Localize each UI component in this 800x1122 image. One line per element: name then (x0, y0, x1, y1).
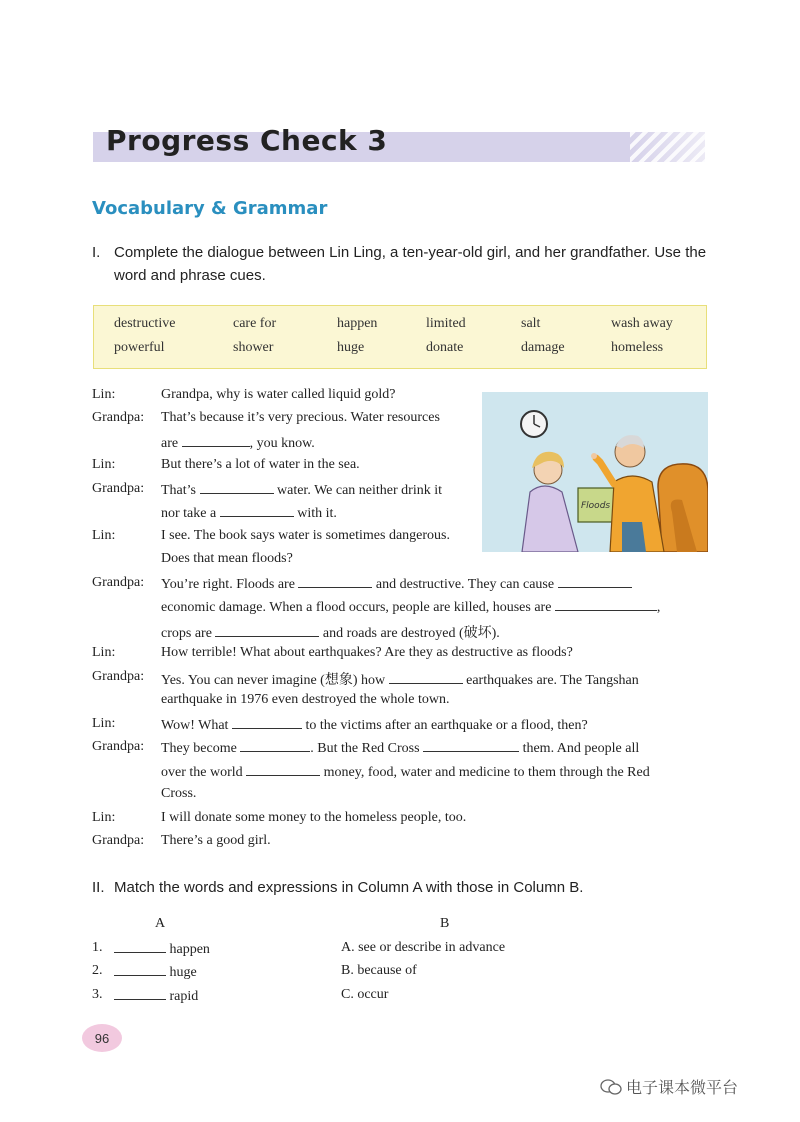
answer-blank[interactable] (215, 624, 319, 637)
book-icon (578, 488, 614, 522)
watermark-text: 电子课本微平台 (626, 1078, 739, 1097)
section-heading: Vocabulary & Grammar (92, 198, 328, 219)
dialogue-line: Cross. (161, 786, 197, 801)
speaker-label: Lin: (92, 387, 116, 402)
dialogue-line (161, 739, 639, 757)
dialogue-text: Yes. You can never imagine (想象) how (161, 673, 386, 688)
answer-blank[interactable] (232, 716, 302, 729)
dialogue-line (161, 716, 588, 734)
match-item-a (114, 987, 198, 1005)
answer-blank[interactable] (200, 481, 274, 494)
answer-blank[interactable] (114, 987, 166, 1000)
dialogue-line: Does that mean floods? (161, 551, 293, 566)
dialogue-text: with it. (297, 506, 337, 521)
dialogue-line: Grandpa, why is water called liquid gold? (161, 387, 396, 402)
dialogue-line (161, 622, 500, 642)
dialogue-line (161, 598, 660, 616)
dialogue-text: , you know. (249, 436, 315, 451)
speaker-label: Grandpa: (92, 481, 145, 496)
speaker-label: Grandpa: (92, 669, 145, 684)
match-item-b: B. because of (341, 963, 417, 978)
speaker-label: Grandpa: (92, 739, 145, 754)
dialogue-line (161, 669, 639, 689)
dialogue-text: Wow! What (161, 718, 229, 733)
answer-blank[interactable] (389, 671, 463, 684)
answer-blank[interactable] (246, 763, 320, 776)
question-number: II. (92, 879, 105, 896)
column-b-heading: B (440, 916, 450, 931)
dialogue-illustration (482, 392, 708, 552)
word-cue: happen (337, 316, 378, 331)
instruction-line-1: Complete the dialogue between Lin Ling, a ten-year-old girl, and her grandfather. Use the (114, 244, 707, 261)
dialogue-text: and destructive. They can cause (375, 577, 555, 592)
dialogue-line (161, 481, 442, 499)
dialogue-text: That’s (161, 483, 196, 498)
word-cue: damage (521, 340, 565, 355)
watermark (600, 1075, 738, 1098)
word-cue: donate (426, 340, 464, 355)
answer-blank[interactable] (220, 504, 294, 517)
word-cue: wash away (611, 316, 673, 331)
match-item-a (114, 940, 210, 958)
dialogue-line (161, 504, 337, 522)
answer-blank[interactable] (182, 434, 250, 447)
match-word: rapid (169, 989, 199, 1004)
match-item-b: A. see or describe in advance (341, 940, 506, 955)
speaker-label: Lin: (92, 810, 116, 825)
dialogue-text: money, food, water and medicine to them through the Red (323, 765, 650, 780)
answer-blank[interactable] (423, 739, 519, 752)
banner-stripes (630, 132, 710, 162)
word-cue: powerful (114, 340, 165, 355)
answer-blank[interactable] (240, 739, 310, 752)
dialogue-text: crops are (161, 626, 212, 641)
speaker-label: Lin: (92, 457, 116, 472)
speaker-label: Grandpa: (92, 833, 145, 848)
dialogue-line: earthquake in 1976 even destroyed the whole town. (161, 692, 450, 707)
match-item-b: C. occur (341, 987, 389, 1002)
dialogue-text: are (161, 436, 179, 451)
answer-blank[interactable] (298, 575, 372, 588)
column-a-heading: A (155, 916, 166, 931)
match-word: happen (169, 942, 210, 957)
instruction-line: Match the words and expressions in Column A with those in Column B. (114, 879, 584, 896)
clock-icon (521, 411, 547, 437)
word-cue-box (93, 305, 707, 369)
answer-blank[interactable] (558, 575, 632, 588)
word-cue: salt (521, 316, 541, 331)
word-cue: homeless (611, 340, 664, 355)
speaker-label: Lin: (92, 645, 116, 660)
dialogue-text: over the world (161, 765, 243, 780)
answer-blank[interactable] (555, 598, 657, 611)
page-number: 96 (82, 1024, 122, 1052)
svg-text:Floods: Floods (581, 501, 611, 511)
dialogue-line: There’s a good girl. (161, 833, 271, 848)
match-item-a (114, 963, 197, 981)
dialogue-line (161, 434, 315, 452)
dialogue-text: . But the Red Cross (310, 741, 420, 756)
dialogue-text: water. We can neither drink it (277, 483, 442, 498)
word-cue: shower (233, 340, 274, 355)
word-cue: limited (426, 316, 466, 331)
question-number: I. (92, 244, 101, 261)
dialogue-text: economic damage. When a flood occurs, people are killed, houses are (161, 600, 552, 615)
word-cue: destructive (114, 316, 176, 331)
dialogue-text: and roads are destroyed (破坏). (322, 626, 500, 641)
answer-blank[interactable] (114, 940, 166, 953)
dialogue-text: them. And people all (522, 741, 640, 756)
dialogue-line: That’s because it’s very precious. Water resources (161, 410, 440, 425)
match-word: huge (169, 965, 197, 980)
dialogue-line (161, 763, 650, 781)
match-number: 1. (92, 940, 103, 955)
dialogue-text: You’re right. Floods are (161, 577, 295, 592)
dialogue-line (161, 575, 632, 593)
answer-blank[interactable] (114, 963, 166, 976)
dialogue-line: I will donate some money to the homeless people, too. (161, 810, 467, 825)
word-cue: care for (233, 316, 277, 331)
page-title: Progress Check 3 (106, 124, 388, 157)
dialogue-line: But there’s a lot of water in the sea. (161, 457, 360, 472)
dialogue-line: I see. The book says water is sometimes dangerous. (161, 528, 451, 543)
word-cue: huge (337, 340, 365, 355)
match-number: 2. (92, 963, 103, 978)
dialogue-text: nor take a (161, 506, 217, 521)
speaker-label: Lin: (92, 716, 116, 731)
speaker-label: Lin: (92, 528, 116, 543)
dialogue-text: , (656, 600, 661, 615)
dialogue-text: to the victims after an earthquake or a flood, then? (305, 718, 588, 733)
dialogue-text: earthquakes are. The Tangshan (466, 673, 639, 688)
dialogue-text: They become (161, 741, 237, 756)
dialogue-line: How terrible! What about earthquakes? Are they as destructive as floods? (161, 645, 573, 660)
match-number: 3. (92, 987, 103, 1002)
wechat-icon (600, 1078, 622, 1096)
speaker-label: Grandpa: (92, 410, 145, 425)
speaker-label: Grandpa: (92, 575, 145, 590)
instruction-line-2: word and phrase cues. (114, 267, 266, 284)
